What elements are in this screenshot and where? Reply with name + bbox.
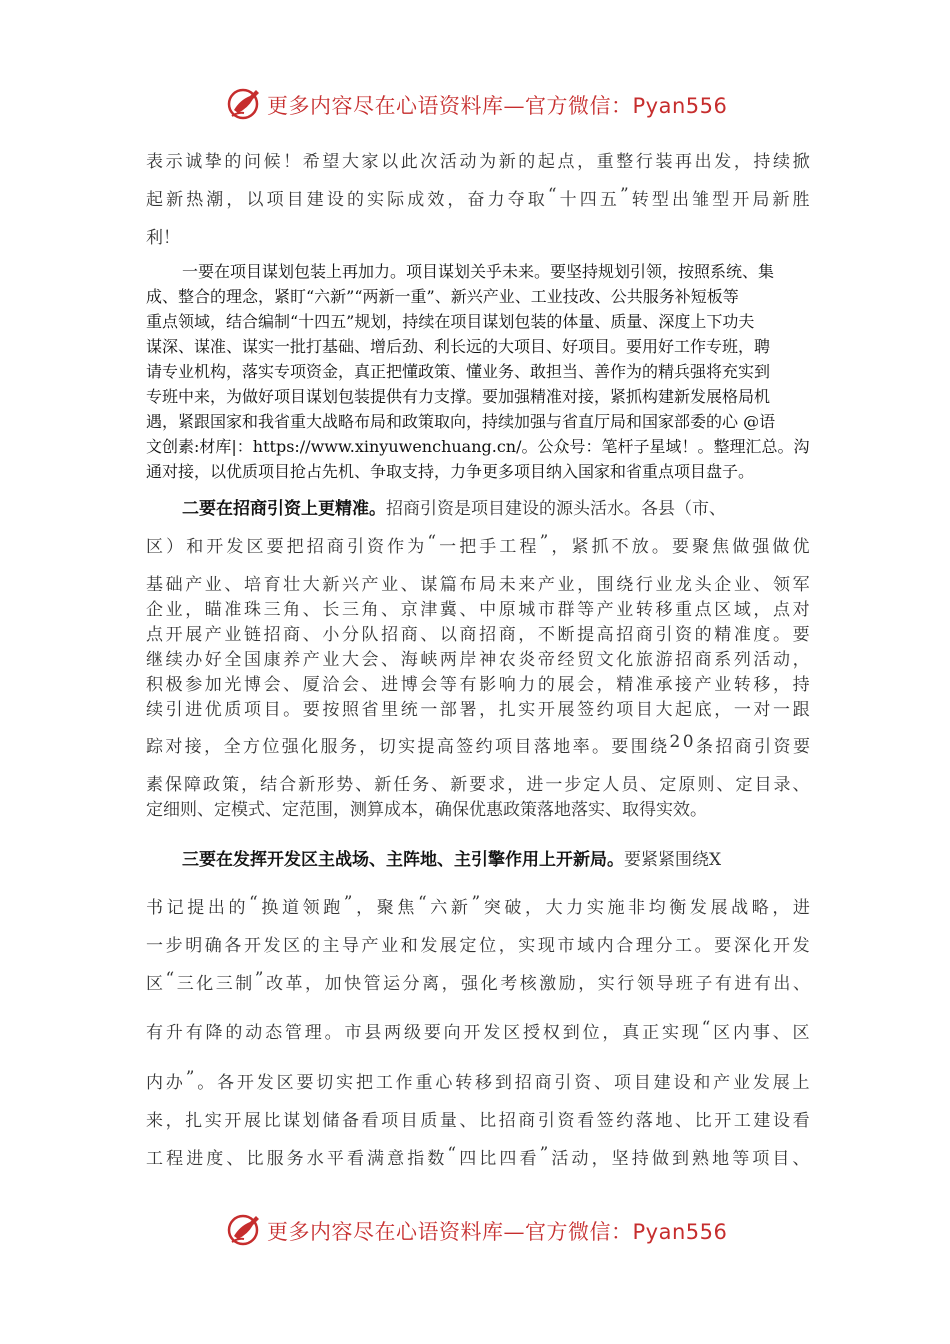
text-line: 请专业机构，落实专项资金，真正把懂政策、懂业务、敢担当、善作为的精兵强将充实到	[146, 362, 771, 381]
text-line: 基 础 产 业 、 培 育 壮 大 新 兴 产 业 、 谋 篇 布 局 未 来 产 业 ， 围 绕 行 业 龙 头 企 业 、 领 军	[146, 575, 810, 595]
text-line: 续 引 进 优 质 项 目 。 要 按 照 省 里 统 一 部 署 ， 扎 实 开 展 签 约 项 目 大 起 底 ， 一 对 一 跟	[146, 700, 810, 720]
section-heading: 二要在招商引资上更精准。	[182, 499, 386, 519]
text-line: 工 程 进 度 、 比 服 务 水 平 看 满 意 指 数 “ 四 比 四 看 ” 活 动 ， 坚 持 做 到 熟 地 等 项 目 、	[146, 1144, 810, 1169]
text-line: 一要在项目谋划包装上再加力。项目谋划关乎未来。要坚持规划引领，按照系统、集	[182, 262, 775, 281]
text-line: 一 步 明 确 各 开 发 区 的 主 导 产 业 和 发 展 定 位 ， 实 现 市 域 内 合 理 分 工 。 要 深 化 开 发	[146, 936, 810, 956]
text-line: 企 业 ， 瞄 准 珠 三 角 、 长 三 角 、 京 津 冀 、 中 原 城 市 群 等 产 业 转 移 重 点 区 域 ， 点 对	[146, 600, 810, 620]
section-heading: 三要在发挥开发区主战场、主阵地、主引擎作用上开新局。	[182, 850, 624, 870]
text-line: 来 ， 扎 实 开 展 比 谋 划 储 备 看 项 目 质 量 、 比 招 商 引 资 看 签 约 落 地 、 比 开 工 建 设 看	[146, 1111, 810, 1131]
text-line: 继 续 办 好 全 国 康 养 产 业 大 会 、 海 峡 两 岸 神 农 炎 帝 经 贸 文 化 旅 游 招 商 系 列 活 动 ，	[146, 650, 810, 670]
pen-logo-icon	[226, 1212, 264, 1248]
text-line: 积 极 参 加 光 博 会 、 厦 洽 会 、 进 博 会 等 有 影 响 力 的 展 会 ， 精 准 承 接 产 业 转 移 ， 持	[146, 675, 810, 695]
text-line: 定细则、定模式、定范围，测算成本，确保优惠政策落地落实、取得实效。	[146, 800, 707, 820]
text-line: 文创素:材库|：https://www.xinyuwenchuang.cn/。公众号：笔杆子星域！。整理汇总。沟	[146, 437, 810, 456]
text-line: 二要在招商引资上更精准。招商引资是项目建设的源头活水。各县（市、	[182, 499, 726, 519]
text-line: 点 开 展 产 业 链 招 商 、 小 分 队 招 商 、 以 商 招 商 ， 不 断 提 高 招 商 引 资 的 精 准 度 。 要	[146, 625, 810, 645]
text-line: 专班中来，为做好项目谋划包装提供有力支撑。要加强精准对接，紧抓构建新发展格局机	[146, 387, 771, 406]
text-line: 重点领域，结合编制“十四五”规划，持续在项目谋划包装的体量、质量、深度上下功夫	[146, 312, 755, 331]
text-line: 书 记 提 出 的 “ 换 道 领 跑 ” ， 聚 焦 “ 六 新 ” 突 破 ， 大 力 实 施 非 均 衡 发 展 战 略 ， 进	[146, 893, 810, 918]
text-line: 起 新 热 潮 ， 以 项 目 建 设 的 实 际 成 效 ， 奋 力 夺 取 “ 十 四 五 ” 转 型 出 雏 型 开 局 新 胜	[146, 185, 810, 210]
text-line: 遇，紧跟国家和我省重大战略布局和政策取向，持续加强与省直厅局和国家部委的心 @语	[146, 412, 776, 431]
text-line: 踪 对 接 ， 全 方 位 强 化 服 务 ， 切 实 提 高 签 约 项 目 落 地 率 。 要 围 绕 2 0 条 招 商 引 资 要	[146, 732, 810, 757]
text-line: 利！	[146, 228, 180, 248]
pen-logo-icon	[226, 86, 264, 122]
text-line: 有 升 有 降 的 动 态 管 理 。 市 县 两 级 要 向 开 发 区 授 权 到 位 ， 真 正 实 现 “ 区 内 事 、 区	[146, 1018, 810, 1043]
banner-text: 更多内容尽在心语资料库—官方微信：Pyan556	[267, 94, 728, 118]
header-watermark-banner	[0, 82, 950, 126]
text-line: 区 “ 三 化 三 制 ” 改 革 ， 加 快 管 运 分 离 ， 强 化 考 核 激 励 ， 实 行 领 导 班 子 有 进 有 出 、	[146, 969, 810, 994]
text-line: 谋深、谋准、谋实一批打基础、增后劲、利长远的大项目、好项目。要用好工作专班，聘	[146, 337, 771, 356]
footer-watermark-banner	[0, 1208, 950, 1252]
text-line: 内 办 ” 。 各 开 发 区 要 切 实 把 工 作 重 心 转 移 到 招 商 引 资 、 项 目 建 设 和 产 业 发 展 上	[146, 1068, 810, 1093]
banner-text: 更多内容尽在心语资料库—官方微信：Pyan556	[267, 1220, 728, 1244]
text-line: 三要在发挥开发区主战场、主阵地、主引擎作用上开新局。要紧紧围绕X	[182, 850, 722, 870]
text-line: 通对接，以优质项目抢占先机、争取支持，力争更多项目纳入国家和省重点项目盘子。	[146, 462, 755, 481]
text-line: 素 保 障 政 策 ， 结 合 新 形 势 、 新 任 务 、 新 要 求 ， 进 一 步 定 人 员 、 定 原 则 、 定 目 录 、	[146, 775, 810, 795]
text-line: 成、整合的理念，紧盯“六新”“两新一重”、新兴产业、工业技改、公共服务补短板等	[146, 287, 739, 306]
text-line: 区 ） 和 开 发 区 要 把 招 商 引 资 作 为 “ 一 把 手 工 程 ” ， 紧 抓 不 放 。 要 聚 焦 做 强 做 优	[146, 532, 810, 557]
text-line: 表 示 诚 挚 的 问 候 ！ 希 望 大 家 以 此 次 活 动 为 新 的 起 点 ， 重 整 行 装 再 出 发 ， 持 续 掀	[146, 152, 810, 172]
